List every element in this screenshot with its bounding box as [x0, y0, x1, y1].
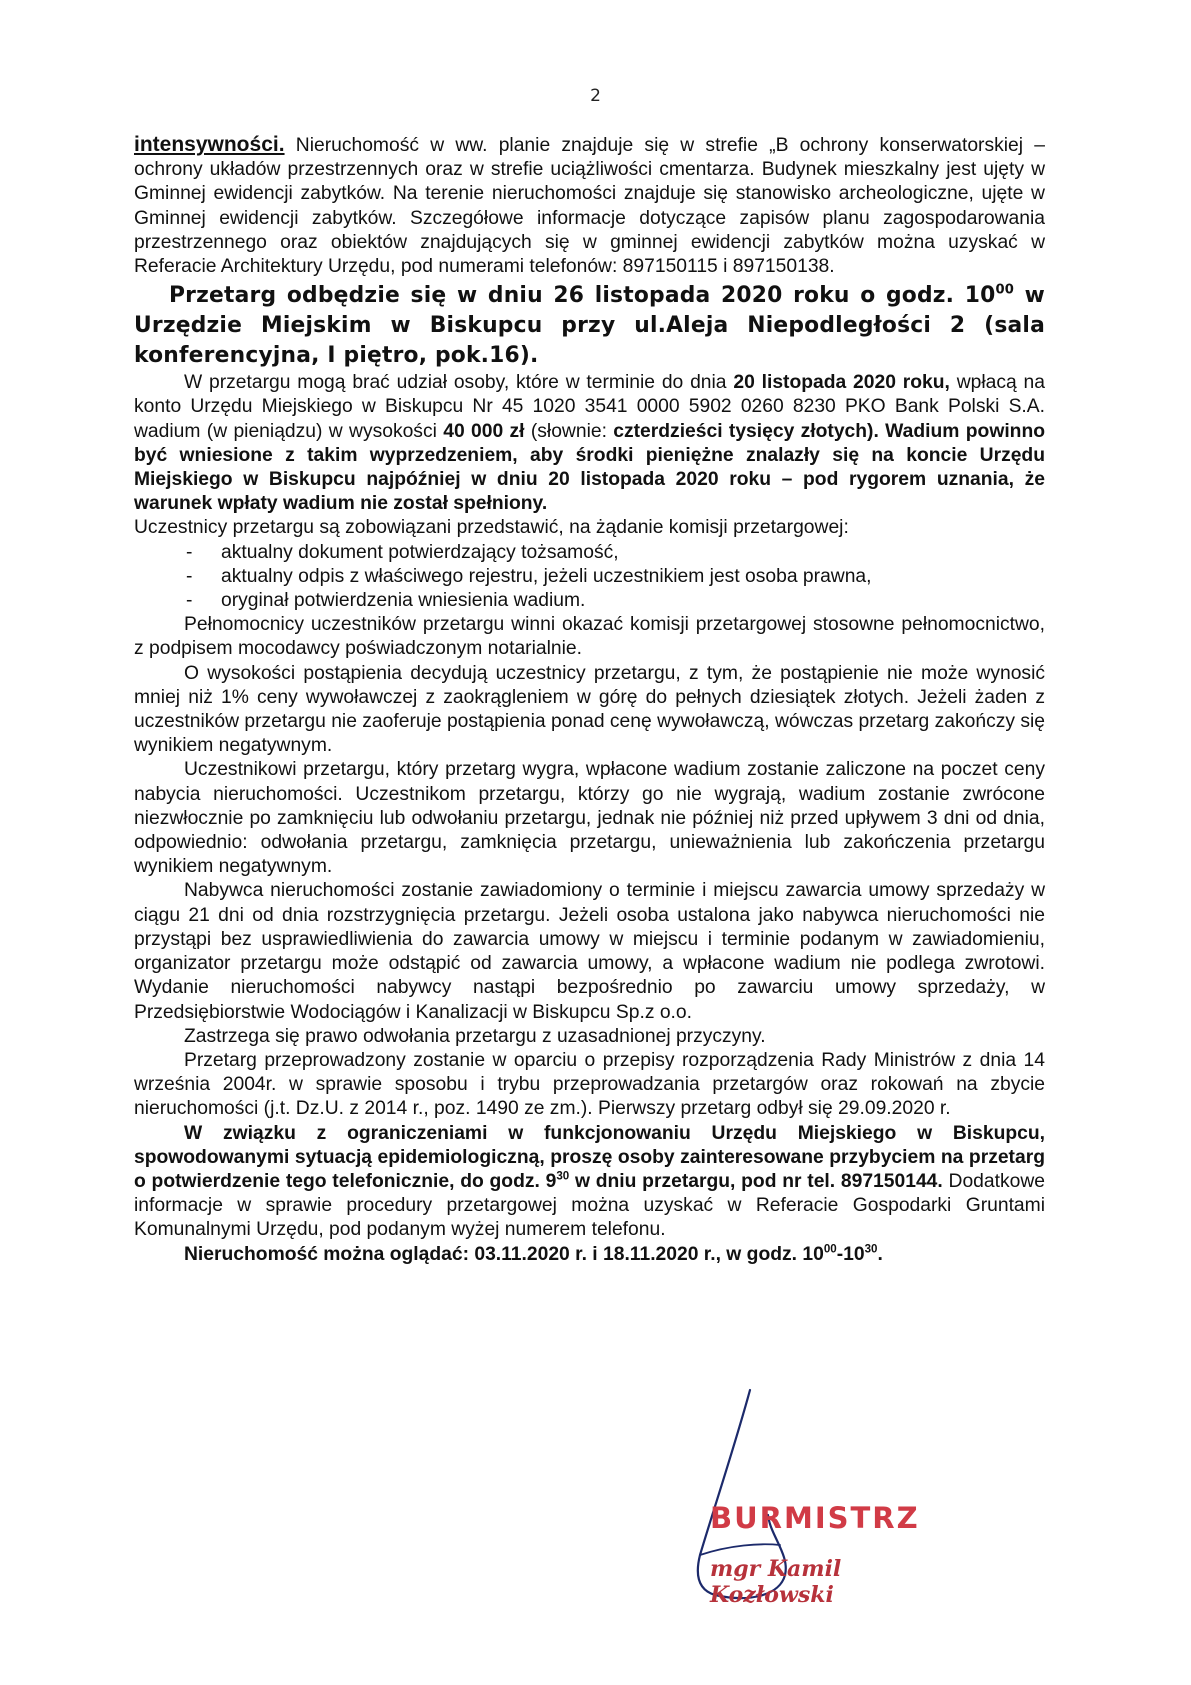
list-item: - aktualny odpis z właściwego rejestru, jeżeli uczestnikiem jest osoba prawna, — [134, 565, 1045, 589]
paragraph-proxies: Pełnomocnicy uczestników przetargu winni okazać komisji przetargowej stosowne pełnomocnictwo, z podpisem mocodawcy poświadczonym notarialnie. — [134, 614, 1045, 660]
paragraph-covid-confirmation: W związku z ograniczeniami w funkcjonowaniu Urzędu Miejskiego w Biskupcu, spowodowanymi sytuacją epidemiologiczną, proszę osoby zainteresowane przybyciem na przetarg o potwierdzenie tego telefonicznie, do godz. $9^{30}$ w dniu przetargu, pod nr tel. 897150144. Dodatkowe informacje w sprawie procedury przetargowej można uzyskać w Referacie Gospodarki Gruntami Komunalnymi Urzędu, pod podanym wyżej numerem telefonu. — [134, 1122, 1045, 1241]
document-body — [134, 133, 1045, 1267]
paragraph-deposit-return: Uczestnikowi przetargu, który przetarg wygra, wpłacone wadium zostanie zaliczone na poczet ceny nabycia nieruchomości. Uczestnikom przetargu, którzy go nie wygrają, wadium zostanie zwrócone niezwłocznie po zamknięciu lub odwołaniu przetargu, jednak nie później niż przed upływem 3 dni od dnia, odpowiednio: odwołania przetargu, zamknięcia przetargu, unieważnienia lub zakończenia przetargu wynikiem negatywnym. — [134, 759, 1045, 878]
paragraph-cancellation-right: Zastrzega się prawo odwołania przetargu z uzasadnionej przyczyny. — [184, 1025, 766, 1047]
paragraph-viewing-dates: Nieruchomość można oglądać: 03.11.2020 r. i 18.11.2020 r., w godz. $10^{00}-10^{30}$. — [184, 1243, 883, 1265]
list-item: - oryginał potwierdzenia wniesienia wadium. — [134, 589, 1045, 613]
page-number: 2 — [590, 86, 601, 106]
stamp-name: mgr Kamil Kozłowski — [710, 1556, 842, 1608]
auction-announcement: Przetarg odbędzie się w dniu 26 listopada 2020 roku o godz. $10^{00}$ w Urzędzie Miejskim w Biskupcu przy ul.Aleja Niepodległości 2 (sala konferencyjna, I piętro, pok.16). — [134, 282, 1045, 369]
paragraph-buyer-notice: Nabywca nieruchomości zostanie zawiadomiony o terminie i miejscu zawarcia umowy sprzedaży w ciągu 21 dni od dnia rozstrzygnięcia przetargu. Jeżeli osoba ustalona jako nabywca nieruchomości nie przystąpi bez usprawiedliwienia do zawarcia umowy w miejscu i terminie podanym w zawiadomieniu, organizator przetargu może odstąpić od zawarcia umowy, a wpłacone wadium nie podlega zwrotowi. Wydanie nieruchomości nabywcy nastąpi bezpośrednio po zawarciu umowy sprzedaży, w Przedsiębiorstwie Wodociągów i Kanalizacji w Biskupcu Sp.z o.o. — [134, 880, 1045, 1023]
official-stamp — [690, 1501, 950, 1641]
underlined-lead-word: intensywności. — [134, 133, 285, 156]
list-item: - aktualny dokument potwierdzający tożsamość, — [134, 541, 1045, 565]
paragraph-planning-info: intensywności. Nieruchomość w ww. planie znajduje się w strefie „B ochrony konserwatorskiej – ochrony układów przestrzennych oraz w strefie uciążliwości cmentarza. Budynek mieszkalny jest ujęty w Gminnej ewidencji zabytków. Na terenie nieruchomości znajduje się stanowisko archeologiczne, ujęte w Gminnej ewidencji zabytków. Szczegółowe informacje dotyczące zapisów planu zagospodarowania przestrzennego oraz obiektów znajdujących się w gminnej ewidencji zabytków można uzyskać w Referacie Architektury Urzędu, pod numerami telefonów: 897150115 i 897150138. — [134, 133, 1045, 278]
paragraph-bid-increment: O wysokości postąpienia decydują uczestnicy przetargu, z tym, że postąpienie nie może wynosić mniej niż 1% ceny wywoławczej z zaokrągleniem w górę do pełnych dziesiątek złotych. Jeżeli żaden z uczestników przetargu nie zaoferuje postąpienia ponad cenę wywoławczą, wówczas przetarg zakończy się wynikiem negatywnym. — [134, 662, 1045, 757]
required-documents-list — [134, 541, 1045, 614]
stamp-title: BURMISTRZ — [710, 1501, 920, 1535]
paragraph-legal-basis: Przetarg przeprowadzony zostanie w oparciu o przepisy rozporządzenia Rady Ministrów z dnia 14 września 2004r. w sprawie sposobu i trybu przeprowadzania przetargów oraz rokowań na zbycie nieruchomości (j.t. Dz.U. z 2014 r., poz. 1490 ze zm.). Pierwszy przetarg odbył się 29.09.2020 r. — [134, 1049, 1045, 1120]
paragraph-deposit: W przetargu mogą brać udział osoby, które w terminie do dnia 20 listopada 2020 roku, wpłacą na konto Urzędu Miejskiego w Biskupcu Nr 45 1020 3541 0000 5902 0260 8230 PKO Bank Polski S.A. wadium (w pieniądzu) w wysokości 40 000 zł (słownie: czterdzieści tysięcy złotych). Wadium powinno być wniesione z takim wyprzedzeniem, aby środki pieniężne znalazły się na koncie Urzędu Miejskiego w Biskupcu najpóźniej w dniu 20 listopada 2020 roku – pod rygorem uznania, że warunek wpłaty wadium nie został spełniony. — [134, 372, 1046, 515]
paragraph-participants: Uczestnicy przetargu są zobowiązani przedstawić, na żądanie komisji przetargowej: — [134, 517, 849, 539]
